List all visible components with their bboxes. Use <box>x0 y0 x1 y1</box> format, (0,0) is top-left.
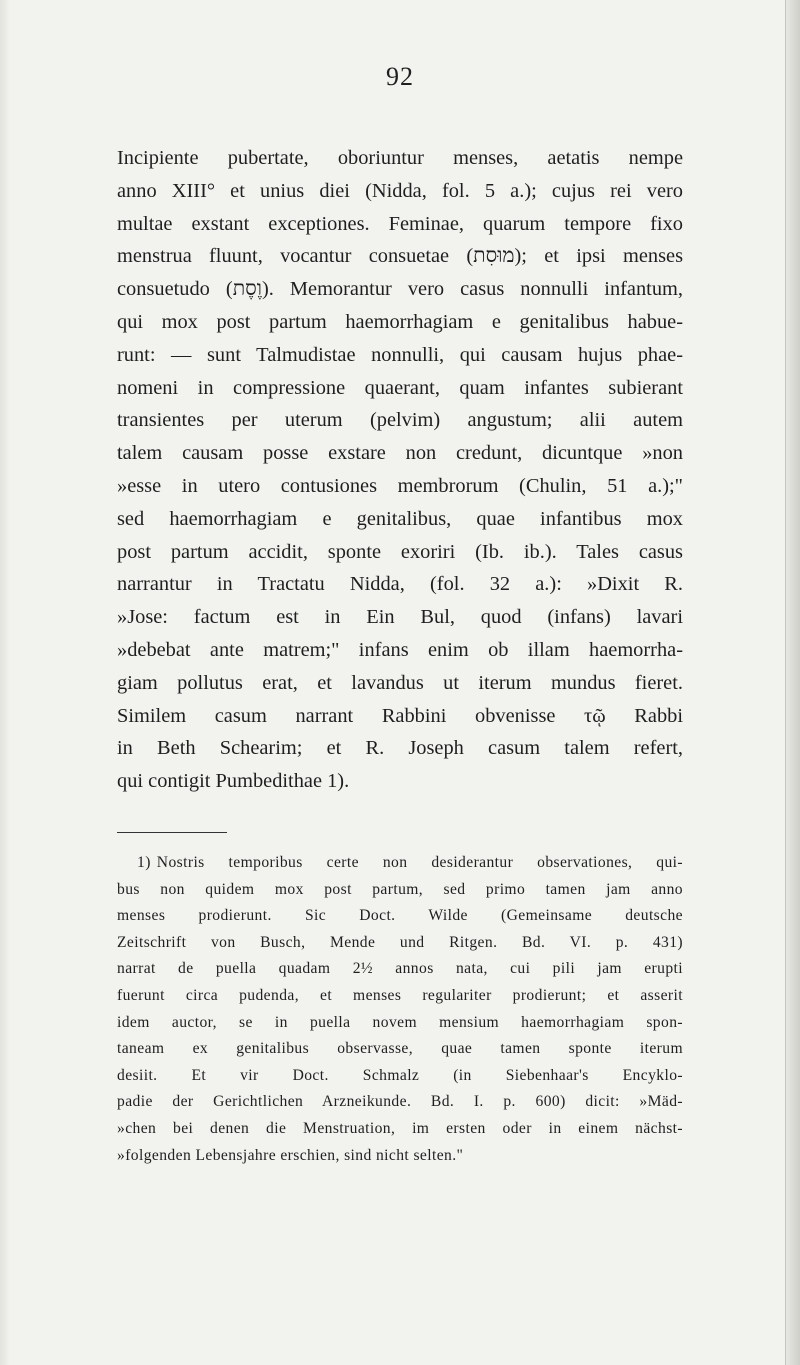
main-text-block <box>117 142 683 798</box>
footnote-line: Zeitschrift von Busch, Mende und Ritgen. Bd. VI. p. 431) <box>117 933 683 951</box>
footnote-line: »folgenden Lebensjahre erschien, sind nicht selten." <box>117 1146 464 1164</box>
text-line: transientes per uterum (pelvim) angustum; alii autem <box>117 409 683 432</box>
footnote-block <box>117 850 683 1169</box>
footnote-divider <box>117 832 227 833</box>
text-line: runt: — sunt Talmudistae nonnulli, qui causam hujus phae- <box>117 343 683 366</box>
footnote-line: bus non quidem mox post partum, sed primo tamen jam anno <box>117 880 683 898</box>
text-line: giam pollutus erat, et lavandus ut iterum mundus fieret. <box>117 671 683 694</box>
text-line: »Jose: factum est in Ein Bul, quod (infans) lavari <box>117 606 683 629</box>
text-line: anno XIII° et unius diei (Nidda, fol. 5 a.); cujus rei vero <box>117 179 683 202</box>
footnote-line <box>117 850 683 877</box>
footnote-line: menses prodierunt. Sic Doct. Wilde (Gemeinsame deutsche <box>117 907 683 925</box>
text-line: narrantur in Tractatu Nidda, (fol. 32 a.): »Dixit R. <box>117 573 683 596</box>
text-line: qui mox post partum haemorrhagiam e genitalibus habue- <box>117 310 683 333</box>
footnote-text: Nostris temporibus certe non desiderantur observationes, qui- <box>156 854 683 871</box>
text-line: Similem casum narrant Rabbini obvenisse τῷ Rabbi <box>117 704 683 727</box>
text-line: »esse in utero contusiones membrorum (Chulin, 51 a.);" <box>117 474 683 497</box>
footnote-line: narrat de puella quadam 2½ annos nata, cui pili jam erupti <box>117 960 683 978</box>
page-gutter-shadow <box>0 0 10 1365</box>
footnote-line: idem auctor, se in puella novem mensium haemorrhagiam spon- <box>117 1013 683 1031</box>
text-line: »debebat ante matrem;" infans enim ob illam haemorrha- <box>117 638 683 661</box>
text-line: post partum accidit, sponte exoriri (Ib. ib.). Tales casus <box>117 540 683 563</box>
page-number: 92 <box>386 62 414 91</box>
text-line: Incipiente pubertate, oboriuntur menses, aetatis nempe <box>117 147 683 169</box>
footnote-line: desiit. Et vir Doct. Schmalz (in Siebenhaar's Encyklo- <box>117 1066 683 1084</box>
text-line: consuetudo (וֶסֶת). Memorantur vero casus nonnulli infantum, <box>117 278 684 301</box>
text-line: sed haemorrhagiam e genitalibus, quae infantibus mox <box>117 507 683 530</box>
footnote-line: »chen bei denen die Menstruation, im ersten oder in einem nächst- <box>117 1119 683 1137</box>
text-line: in Beth Schearim; et R. Joseph casum talem refert, <box>117 737 683 760</box>
text-line: menstrua fluunt, vocantur consuetae (מוּסִת); et ipsi menses <box>117 245 684 268</box>
footnote-line: taneam ex genitalibus observasse, quae tamen sponte iterum <box>117 1040 683 1058</box>
page-edge <box>785 0 800 1365</box>
text-line: qui contigit Pumbedithae 1). <box>117 770 350 793</box>
text-line: multae exstant exceptiones. Feminae, quarum tempore fixo <box>117 212 683 235</box>
footnote-marker: 1) <box>137 854 151 871</box>
text-line: talem causam posse exstare non credunt, dicuntque »non <box>117 442 683 465</box>
footnote-line: fuerunt circa pudenda, et menses regulariter prodierunt; et asserit <box>117 986 683 1004</box>
text-line: nomeni in compressione quaerant, quam infantes subierant <box>117 376 683 399</box>
footnote-line: padie der Gerichtlichen Arzneikunde. Bd. I. p. 600) dicit: »Mäd- <box>117 1093 683 1111</box>
